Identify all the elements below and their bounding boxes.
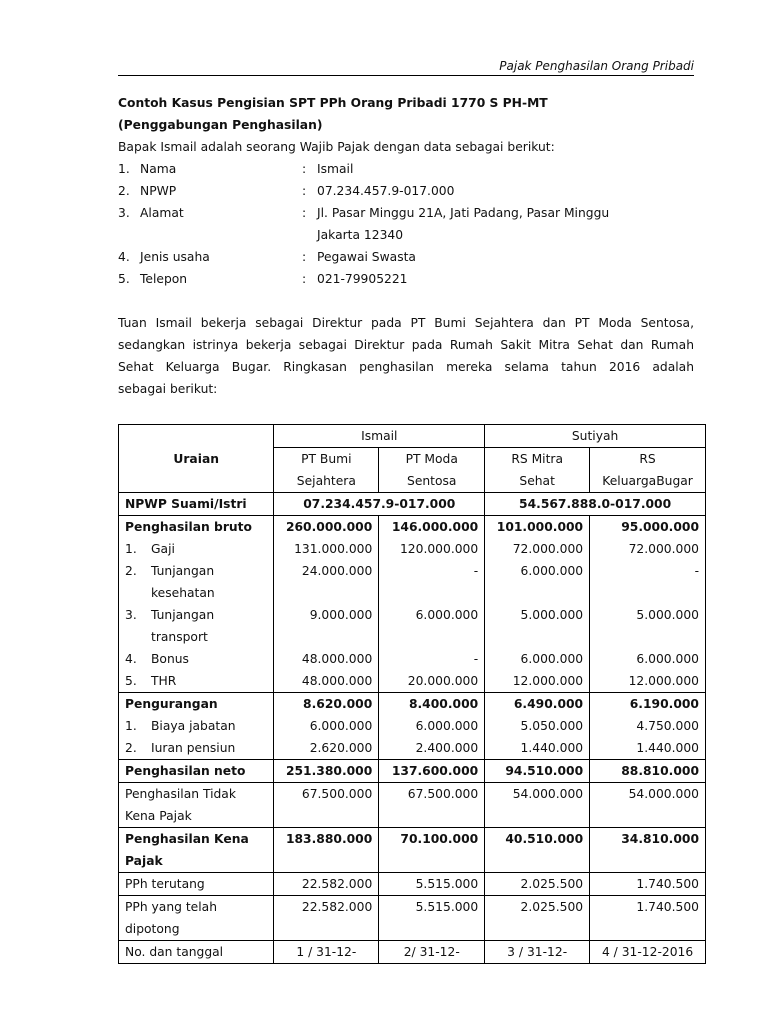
detail-value: 07.234.457.9-017.000 xyxy=(317,184,455,198)
cell: 12.000.000 xyxy=(590,670,706,693)
detail-colon: : xyxy=(302,206,307,220)
cell: 54.000.000 xyxy=(590,783,706,828)
cell: 70.100.000 xyxy=(379,828,485,873)
cell: 183.880.000 xyxy=(274,828,379,873)
table-row xyxy=(119,715,706,737)
detail-value: Ismail xyxy=(317,162,354,176)
table-row xyxy=(119,828,706,873)
row-label: 5. THR xyxy=(119,670,274,693)
cell: 9.000.000 xyxy=(274,604,379,648)
table-row xyxy=(119,760,706,783)
table-row xyxy=(119,560,706,604)
cell: 6.000.000 xyxy=(485,560,590,604)
paragraph-line: Sehat Keluarga Bugar. Ringkasan penghasilan mereka selama tahun 2016 adalah xyxy=(118,360,694,374)
cell: 5.515.000 xyxy=(379,873,485,896)
cell: 20.000.000 xyxy=(379,670,485,693)
cell: 8.620.000 xyxy=(274,693,379,716)
cell: 3 / 31-12- xyxy=(485,941,590,964)
cell: 2.400.000 xyxy=(379,737,485,760)
cell: 6.000.000 xyxy=(379,715,485,737)
detail-label: Jenis usaha xyxy=(140,250,210,264)
cell: 146.000.000 xyxy=(379,516,485,539)
cell: 34.810.000 xyxy=(590,828,706,873)
paragraph-line: Tuan Ismail bekerja sebagai Direktur pada PT Bumi Sejahtera dan PT Moda Sentosa, xyxy=(118,316,694,330)
table-row xyxy=(119,648,706,670)
detail-num: 2. xyxy=(118,184,130,198)
table-row xyxy=(119,516,706,539)
detail-label: Nama xyxy=(140,162,177,176)
header-rs-mitra: RS Mitra Sehat xyxy=(485,448,590,493)
paragraph-line: sedangkan istrinya bekerja sebagai Direktur pada Rumah Sakit Mitra Sehat dan Rumah xyxy=(118,338,694,352)
npwp-sutiyah: 54.567.888.0-017.000 xyxy=(485,493,706,516)
row-label: 2. Iuran pensiun xyxy=(119,737,274,760)
detail-value: 021-79905221 xyxy=(317,272,408,286)
row-label: Penghasilan Kena Pajak xyxy=(119,828,274,873)
row-label: 3. Tunjangan transport xyxy=(119,604,274,648)
cell: 2.620.000 xyxy=(274,737,379,760)
cell: 101.000.000 xyxy=(485,516,590,539)
detail-num: 5. xyxy=(118,272,130,286)
paragraph-line: sebagai berikut: xyxy=(118,382,218,396)
detail-value: Jakarta 12340 xyxy=(317,228,404,242)
cell: 5.515.000 xyxy=(379,896,485,941)
cell: 1.740.500 xyxy=(590,896,706,941)
cell: 6.000.000 xyxy=(274,715,379,737)
row-label: PPh terutang xyxy=(119,873,274,896)
cell: 8.400.000 xyxy=(379,693,485,716)
detail-value: Jl. Pasar Minggu 21A, Jati Padang, Pasar Minggu xyxy=(317,206,610,220)
intro-text: Bapak Ismail adalah seorang Wajib Pajak dengan data sebagai berikut: xyxy=(118,140,555,154)
detail-colon: : xyxy=(302,184,307,198)
cell: 4 / 31-12-2016 xyxy=(590,941,706,964)
detail-row-telepon xyxy=(118,268,694,290)
doc-title-line1: Contoh Kasus Pengisian SPT PPh Orang Pribadi 1770 S PH-MT xyxy=(118,96,548,110)
table-row xyxy=(119,783,706,828)
table-row xyxy=(119,538,706,560)
cell: - xyxy=(590,560,706,604)
row-label: Penghasilan Tidak Kena Pajak xyxy=(119,783,274,828)
cell: 6.000.000 xyxy=(590,648,706,670)
table-row xyxy=(119,873,706,896)
cell: 48.000.000 xyxy=(274,648,379,670)
row-label: 4. Bonus xyxy=(119,648,274,670)
cell: 5.000.000 xyxy=(590,604,706,648)
detail-label: Telepon xyxy=(140,272,188,286)
detail-value: Pegawai Swasta xyxy=(317,250,416,264)
header-sutiyah: Sutiyah xyxy=(485,425,706,448)
cell: 94.510.000 xyxy=(485,760,590,783)
cell: 6.000.000 xyxy=(485,648,590,670)
table-row xyxy=(119,493,706,516)
cell: 72.000.000 xyxy=(590,538,706,560)
header-pt-moda: PT Moda Sentosa xyxy=(379,448,485,493)
table-row xyxy=(119,896,706,941)
detail-row-alamat xyxy=(118,202,694,224)
row-label: 2. Tunjangan kesehatan xyxy=(119,560,274,604)
row-label: PPh yang telah dipotong xyxy=(119,896,274,941)
description-paragraph xyxy=(118,312,694,400)
cell: 24.000.000 xyxy=(274,560,379,604)
table-row xyxy=(119,737,706,760)
detail-colon: : xyxy=(302,250,307,264)
cell: 88.810.000 xyxy=(590,760,706,783)
table-row xyxy=(119,670,706,693)
cell: 251.380.000 xyxy=(274,760,379,783)
cell: 131.000.000 xyxy=(274,538,379,560)
cell: 5.000.000 xyxy=(485,604,590,648)
row-label: 1. Gaji xyxy=(119,538,274,560)
cell: 67.500.000 xyxy=(274,783,379,828)
table-header-row xyxy=(119,425,706,448)
header-rs-keluarga: RS KeluargaBugar xyxy=(590,448,706,493)
cell: 5.050.000 xyxy=(485,715,590,737)
row-label: Penghasilan bruto xyxy=(119,516,274,539)
detail-label: NPWP xyxy=(140,184,177,198)
detail-colon: : xyxy=(302,272,307,286)
header-pt-bumi: PT Bumi Sejahtera xyxy=(274,448,379,493)
detail-row-alamat-cont xyxy=(118,224,694,246)
detail-colon: : xyxy=(302,162,307,176)
cell: 72.000.000 xyxy=(485,538,590,560)
row-label: Pengurangan xyxy=(119,693,274,716)
detail-row-npwp xyxy=(118,180,694,202)
header-uraian: Uraian xyxy=(119,425,274,493)
cell: 22.582.000 xyxy=(274,873,379,896)
cell: 137.600.000 xyxy=(379,760,485,783)
detail-row-jenis-usaha xyxy=(118,246,694,268)
row-label: 1. Biaya jabatan xyxy=(119,715,274,737)
cell: 67.500.000 xyxy=(379,783,485,828)
cell: 1 / 31-12- xyxy=(274,941,379,964)
cell: 1.740.500 xyxy=(590,873,706,896)
table-row xyxy=(119,941,706,964)
cell: 120.000.000 xyxy=(379,538,485,560)
detail-num: 3. xyxy=(118,206,130,220)
cell: - xyxy=(379,648,485,670)
row-label: NPWP Suami/Istri xyxy=(119,493,274,516)
cell: 2/ 31-12- xyxy=(379,941,485,964)
table-row xyxy=(119,604,706,648)
cell: 40.510.000 xyxy=(485,828,590,873)
document-body xyxy=(118,92,694,400)
page-header: Pajak Penghasilan Orang Pribadi xyxy=(118,58,694,76)
doc-title-line2: (Penggabungan Penghasilan) xyxy=(118,118,323,132)
cell: 6.000.000 xyxy=(379,604,485,648)
row-label: Penghasilan neto xyxy=(119,760,274,783)
detail-num: 4. xyxy=(118,250,130,264)
cell: 48.000.000 xyxy=(274,670,379,693)
cell: 6.490.000 xyxy=(485,693,590,716)
detail-num: 1. xyxy=(118,162,130,176)
cell: 4.750.000 xyxy=(590,715,706,737)
cell: 95.000.000 xyxy=(590,516,706,539)
cell: 22.582.000 xyxy=(274,896,379,941)
cell: 2.025.500 xyxy=(485,896,590,941)
cell: 6.190.000 xyxy=(590,693,706,716)
income-table xyxy=(118,424,706,964)
npwp-ismail: 07.234.457.9-017.000 xyxy=(274,493,485,516)
row-label: No. dan tanggal xyxy=(119,941,274,964)
cell: 1.440.000 xyxy=(485,737,590,760)
cell: 2.025.500 xyxy=(485,873,590,896)
cell: 260.000.000 xyxy=(274,516,379,539)
header-ismail: Ismail xyxy=(274,425,485,448)
cell: 1.440.000 xyxy=(590,737,706,760)
cell: - xyxy=(379,560,485,604)
cell: 54.000.000 xyxy=(485,783,590,828)
cell: 12.000.000 xyxy=(485,670,590,693)
detail-label: Alamat xyxy=(140,206,184,220)
table-row xyxy=(119,693,706,716)
detail-row-nama xyxy=(118,158,694,180)
